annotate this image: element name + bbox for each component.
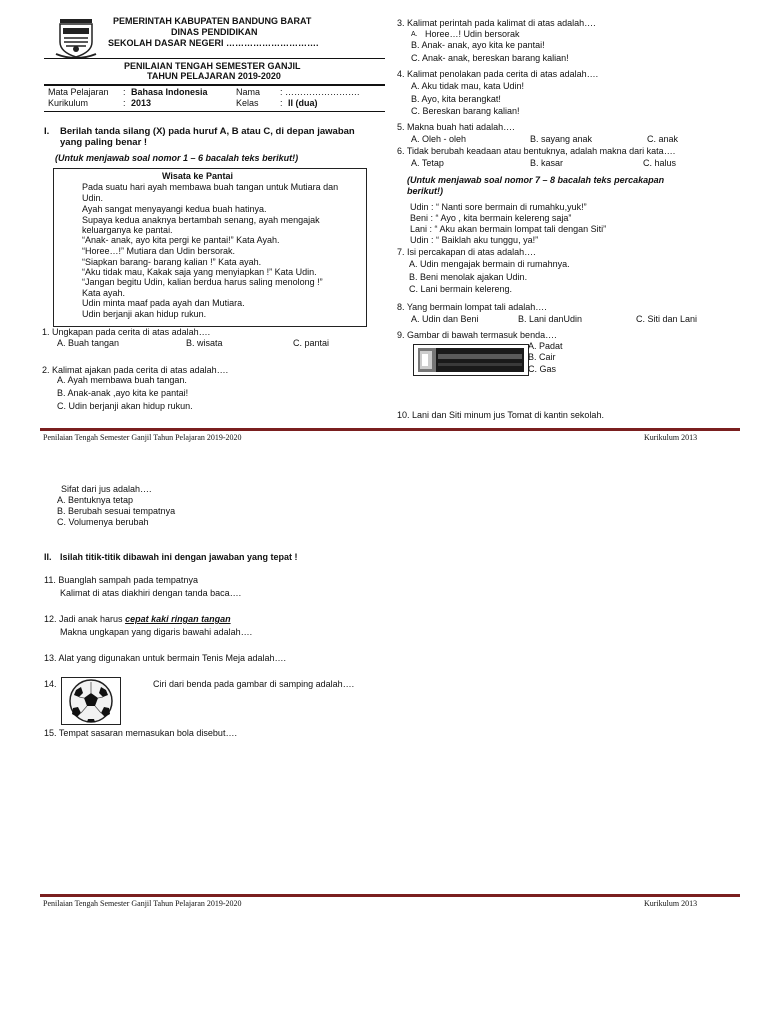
q7-text: 7. Isi percakapan di atas adalah….	[397, 247, 536, 257]
q8-text: 8. Yang bermain lompat tali adalah….	[397, 302, 547, 312]
q8-option-c[interactable]: C. Siti dan Lani	[636, 314, 698, 324]
q13-text: 13. Alat yang digunakan untuk bermain Tenis Meja adalah….	[44, 653, 286, 663]
story-title: Wisata ke Pantai	[162, 171, 233, 181]
q6-option-b[interactable]: B. kasar	[530, 158, 564, 168]
dialog-line: Udin : “ Baiklah aku tunggu, ya!”	[410, 235, 539, 245]
footer-right: Kurikulum 2013	[644, 433, 698, 442]
section2-number: II.	[44, 552, 52, 562]
info-top-divider	[44, 84, 385, 86]
q4-option-a[interactable]: A. Aku tidak mau, kata Udin!	[411, 81, 525, 91]
q9-option-c[interactable]: C. Gas	[528, 364, 557, 374]
school-emblem	[54, 16, 98, 60]
story-line: keluarganya ke pantai.	[82, 225, 173, 235]
q1-option-b[interactable]: B. wisata	[186, 338, 223, 348]
curriculum-value: 2013	[131, 98, 152, 108]
q5-option-c[interactable]: C. anak	[647, 134, 679, 144]
header-department: DINAS PENDIDIKAN	[171, 27, 258, 37]
class-colon: :	[280, 98, 283, 108]
thermos-image	[413, 344, 529, 376]
story-line: “Horee…!” Mutiara dan Udin bersorak.	[82, 246, 236, 256]
q7-option-b[interactable]: B. Beni menolak ajakan Udin.	[409, 272, 528, 282]
exam-year: TAHUN PELAJARAN 2019-2020	[147, 71, 281, 81]
dialog-line: Udin : “ Nanti sore bermain di rumahku,yuk!”	[410, 202, 587, 212]
section1-number: I.	[44, 126, 50, 137]
story-line: Udin.	[82, 193, 104, 203]
q2-option-a[interactable]: A. Ayah membawa buah tangan.	[57, 375, 187, 385]
header-divider	[44, 58, 385, 59]
q8-option-b[interactable]: B. Lani danUdin	[518, 314, 583, 324]
section1-note: (Untuk menjawab soal nomor 1 – 6 bacalah teks berikut!)	[55, 153, 299, 163]
story-line: “Aku tidak mau, Kakak saja yang menyiapkan !” Kata Udin.	[82, 267, 317, 277]
q3-option-a[interactable]: Horee…! Udin bersorak	[425, 29, 520, 39]
q4-option-b[interactable]: B. Ayo, kita berangkat!	[411, 94, 501, 104]
info-bottom-divider	[44, 111, 385, 112]
q12-l2: Makna ungkapan yang digaris bawahi adalah….	[60, 627, 253, 637]
story-line: Ayah sangat menyayangi kedua buah hatinya.	[82, 204, 267, 214]
class-label: Kelas	[236, 98, 259, 108]
story-line: Pada suatu hari ayah membawa buah tangan untuk Mutiara dan	[82, 182, 339, 192]
q7-option-a[interactable]: A. Udin mengajak bermain di rumahnya.	[409, 259, 570, 269]
footer-divider	[40, 428, 740, 431]
footer-left-2: Penilaian Tengah Semester Ganjil Tahun Pelajaran 2019-2020	[43, 899, 242, 908]
q1-text: 1. Ungkapan pada cerita di atas adalah….	[42, 327, 211, 337]
curriculum-colon: :	[123, 98, 126, 108]
story-line: Udin minta maaf pada ayah dan Mutiara.	[82, 298, 245, 308]
q3-option-b[interactable]: B. Anak- anak, ayo kita ke pantai!	[411, 40, 545, 50]
q6-text: 6. Tidak berubah keadaan atau bentuknya, adalah makna dari kata….	[397, 146, 676, 156]
q12-prefix: 12. Jadi anak harus	[44, 614, 126, 624]
q5-option-b[interactable]: B. sayang anak	[530, 134, 593, 144]
q10-cont-text: Sifat dari jus adalah….	[61, 484, 152, 494]
header-school: SEKOLAH DASAR NEGERI ………………………….	[108, 38, 319, 48]
q10-option-b[interactable]: B. Berubah sesuai tempatnya	[57, 506, 176, 516]
q9-text: 9. Gambar di bawah termasuk benda….	[397, 330, 557, 340]
exam-title: PENILAIAN TENGAH SEMESTER GANJIL	[124, 61, 301, 71]
q12-phrase: cepat kaki ringan tangan	[125, 614, 231, 624]
q15-text: 15. Tempat sasaran memasukan bola disebut….	[44, 728, 237, 738]
footer-divider-2	[40, 894, 740, 897]
story-line: “Siapkan barang- barang kalian !” Kata ayah.	[82, 257, 262, 267]
soccer-ball-image	[61, 677, 121, 725]
q2-text: 2. Kalimat ajakan pada cerita di atas adalah….	[42, 365, 229, 375]
q14-text: Ciri dari benda pada gambar di samping adalah….	[153, 679, 355, 689]
q11-l2: Kalimat di atas diakhiri dengan tanda baca….	[60, 588, 242, 598]
curriculum-label: Kurikulum	[48, 98, 89, 108]
name-label: Nama	[236, 87, 261, 97]
footer-right-2: Kurikulum 2013	[644, 899, 698, 908]
q1-option-a[interactable]: A. Buah tangan	[57, 338, 120, 348]
note2-l2: berikut!)	[407, 186, 443, 196]
q7-option-c[interactable]: C. Lani bermain kelereng.	[409, 284, 513, 294]
note2-l1: (Untuk menjawab soal nomor 7 – 8 bacalah teks percakapan	[407, 175, 665, 185]
subject-colon: :	[123, 87, 126, 97]
footer-left: Penilaian Tengah Semester Ganjil Tahun Pelajaran 2019-2020	[43, 433, 242, 442]
story-line: “Jangan begitu Udin, kalian berdua harus saling menolong !”	[82, 277, 323, 287]
q4-text: 4. Kalimat penolakan pada cerita di atas adalah….	[397, 69, 599, 79]
q3-option-a-letter: A.	[411, 31, 418, 38]
q14-number: 14.	[44, 679, 57, 689]
story-line: Supaya kedua anaknya bertambah senang, ayah mengajak	[82, 215, 320, 225]
section2-instruction: Isilah titik-titik dibawah ini dengan jawaban yang tepat !	[60, 552, 298, 562]
q3-text: 3. Kalimat perintah pada kalimat di atas adalah….	[397, 18, 596, 28]
dialog-line: Beni : “ Ayo , kita bermain kelereng saja”	[410, 213, 572, 223]
q9-option-a[interactable]: A. Padat	[528, 341, 563, 351]
q10-option-c[interactable]: C. Volumenya berubah	[57, 517, 149, 527]
section1-instruction-l2: yang paling benar !	[60, 137, 148, 148]
subject-label: Mata Pelajaran	[48, 87, 109, 97]
q9-option-b[interactable]: B. Cair	[528, 352, 556, 362]
q10-text: 10. Lani dan Siti minum jus Tomat di kantin sekolah.	[397, 410, 604, 420]
dialog-line: Lani : “ Aku akan bermain lompat tali dengan Siti”	[410, 224, 607, 234]
q10-option-a[interactable]: A. Bentuknya tetap	[57, 495, 134, 505]
q12-line	[44, 614, 231, 625]
q2-option-b[interactable]: B. Anak-anak ,ayo kita ke pantai!	[57, 388, 189, 398]
q5-text: 5. Makna buah hati adalah….	[397, 122, 515, 132]
section1-instruction-l1: Berilah tanda silang (X) pada huruf A, B atau C, di depan jawaban	[60, 126, 355, 137]
q5-option-a[interactable]: A. Oleh - oleh	[411, 134, 467, 144]
q1-option-c[interactable]: C. pantai	[293, 338, 330, 348]
class-value: II (dua)	[288, 98, 318, 108]
header-government: PEMERINTAH KABUPATEN BANDUNG BARAT	[113, 16, 312, 26]
name-value: : …………………….	[280, 87, 360, 97]
q2-option-c[interactable]: C. Udin berjanji akan hidup rukun.	[57, 401, 193, 411]
story-line: Udin berjanji akan hidup rukun.	[82, 309, 207, 319]
q11-l1: 11. Buanglah sampah pada tempatnya	[44, 575, 198, 585]
subject-value: Bahasa Indonesia	[131, 87, 208, 97]
story-line: Kata ayah.	[82, 288, 126, 298]
q6-option-c[interactable]: C. halus	[643, 158, 677, 168]
q3-option-c[interactable]: C. Anak- anak, bereskan barang kalian!	[411, 53, 569, 63]
q4-option-c[interactable]: C. Bereskan barang kalian!	[411, 106, 520, 116]
q6-option-a[interactable]: A. Tetap	[411, 158, 444, 168]
story-line: “Anak- anak, ayo kita pergi ke pantai!” Kata Ayah.	[82, 235, 280, 245]
q8-option-a[interactable]: A. Udin dan Beni	[411, 314, 479, 324]
